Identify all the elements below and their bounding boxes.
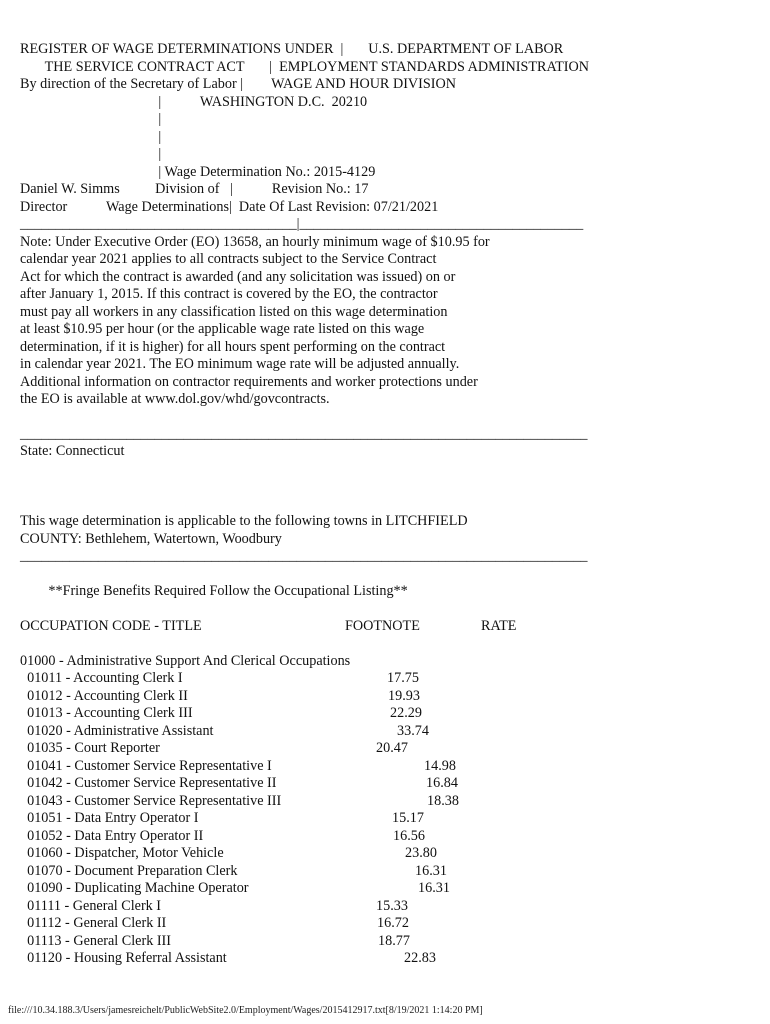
occupation-title: 01042 - Customer Service Representative II — [20, 775, 277, 791]
note-line: Act for which the contract is awarded (and any solicitation was issued) on or — [20, 269, 456, 285]
revision-number: Daniel W. Simms Division of | Revision No.: 17 — [20, 181, 369, 197]
header-line: REGISTER OF WAGE DETERMINATIONS UNDER | U.S. DEPARTMENT OF LABOR — [20, 41, 564, 57]
occupation-title: 01112 - General Clerk II — [20, 915, 167, 931]
area-line: This wage determination is applicable to the following towns in LITCHFIELD — [20, 513, 468, 529]
occupation-rate: 22.83 — [404, 950, 436, 966]
header-divider: _______________________________________|________________________________________ — [20, 216, 584, 232]
occupation-rate: 20.47 — [376, 740, 408, 756]
note-line: in calendar year 2021. The EO minimum wage rate will be adjusted annually. — [20, 356, 460, 372]
occupation-rate: 23.80 — [405, 845, 437, 861]
occupation-rate: 14.98 — [424, 758, 456, 774]
header-line: | — [20, 111, 162, 127]
note-line: must pay all workers in any classification listed on this wage determination — [20, 304, 448, 320]
note-line: after January 1, 2015. If this contract is covered by the EO, the contractor — [20, 286, 438, 302]
column-header-footnote: FOOTNOTE — [345, 618, 420, 634]
occupation-title: 01020 - Administrative Assistant — [20, 723, 214, 739]
occupation-rate: 19.93 — [388, 688, 420, 704]
section-divider: ________________________________________________________________________________ — [20, 426, 588, 442]
occupation-title: 01052 - Data Entry Operator II — [20, 828, 204, 844]
occupation-rate: 18.77 — [378, 933, 410, 949]
note-line: calendar year 2021 applies to all contracts subject to the Service Contract — [20, 251, 437, 267]
note-line: determination, if it is higher) for all hours spent performing on the contract — [20, 339, 446, 355]
occupation-title: 01090 - Duplicating Machine Operator — [20, 880, 249, 896]
occupation-rate: 17.75 — [387, 670, 419, 686]
occupation-title: 01041 - Customer Service Representative I — [20, 758, 272, 774]
column-header-title: OCCUPATION CODE - TITLE — [20, 618, 202, 634]
state-line: State: Connecticut — [20, 443, 125, 459]
occupation-title: 01060 - Dispatcher, Motor Vehicle — [20, 845, 224, 861]
occupation-title: 01120 - Housing Referral Assistant — [20, 950, 227, 966]
occupation-rate: 18.38 — [427, 793, 459, 809]
print-footer-path: file:///10.34.188.3/Users/jamesreichelt/PublicWebSite2.0/Employment/Wages/2015412917.txt[8/19/2021 1:14:20 PM] — [8, 1005, 483, 1016]
wage-determination-number: | Wage Determination No.: 2015-4129 — [20, 164, 376, 180]
occupation-rate: 16.72 — [377, 915, 409, 931]
header-line: | WASHINGTON D.C. 20210 — [20, 94, 368, 110]
occupation-title: 01012 - Accounting Clerk II — [20, 688, 188, 704]
note-line: the EO is available at www.dol.gov/whd/govcontracts. — [20, 391, 330, 407]
occupation-title: 01011 - Accounting Clerk I — [20, 670, 183, 686]
occupation-title: 01013 - Accounting Clerk III — [20, 705, 193, 721]
occupation-rate: 22.29 — [390, 705, 422, 721]
occupation-title: 01051 - Data Entry Operator I — [20, 810, 199, 826]
occupation-title: 01070 - Document Preparation Clerk — [20, 863, 238, 879]
occupation-rate: 16.31 — [415, 863, 447, 879]
note-line: at least $10.95 per hour (or the applicable wage rate listed on this wage — [20, 321, 425, 337]
occupation-rate: 16.56 — [393, 828, 425, 844]
occupation-title: 01113 - General Clerk III — [20, 933, 172, 949]
occupation-rate: 15.17 — [392, 810, 424, 826]
note-line: Note: Under Executive Order (EO) 13658, an hourly minimum wage of $10.95 for — [20, 234, 490, 250]
occupation-title: 01043 - Customer Service Representative III — [20, 793, 282, 809]
occupation-title: 01035 - Court Reporter — [20, 740, 160, 756]
section-divider: ________________________________________________________________________________ — [20, 548, 588, 564]
date-of-last-revision: Director Wage Determinations| Date Of Last Revision: 07/21/2021 — [20, 199, 439, 215]
header-line: By direction of the Secretary of Labor | WAGE AND HOUR DIVISION — [20, 76, 456, 92]
note-line: Additional information on contractor requirements and worker protections under — [20, 374, 478, 390]
column-header-rate: RATE — [481, 618, 517, 634]
header-line: THE SERVICE CONTRACT ACT | EMPLOYMENT STANDARDS ADMINISTRATION — [20, 59, 590, 75]
occupation-rate: 33.74 — [397, 723, 429, 739]
fringe-benefits-notice: **Fringe Benefits Required Follow the Occupational Listing** — [20, 583, 408, 599]
occupation-group-heading: 01000 - Administrative Support And Clerical Occupations — [20, 653, 351, 669]
area-line: COUNTY: Bethlehem, Watertown, Woodbury — [20, 531, 282, 547]
occupation-rate: 16.31 — [418, 880, 450, 896]
occupation-rate: 16.84 — [426, 775, 458, 791]
header-line: | — [20, 129, 162, 145]
occupation-title: 01111 - General Clerk I — [20, 898, 162, 914]
header-line: | — [20, 146, 162, 162]
occupation-rate: 15.33 — [376, 898, 408, 914]
